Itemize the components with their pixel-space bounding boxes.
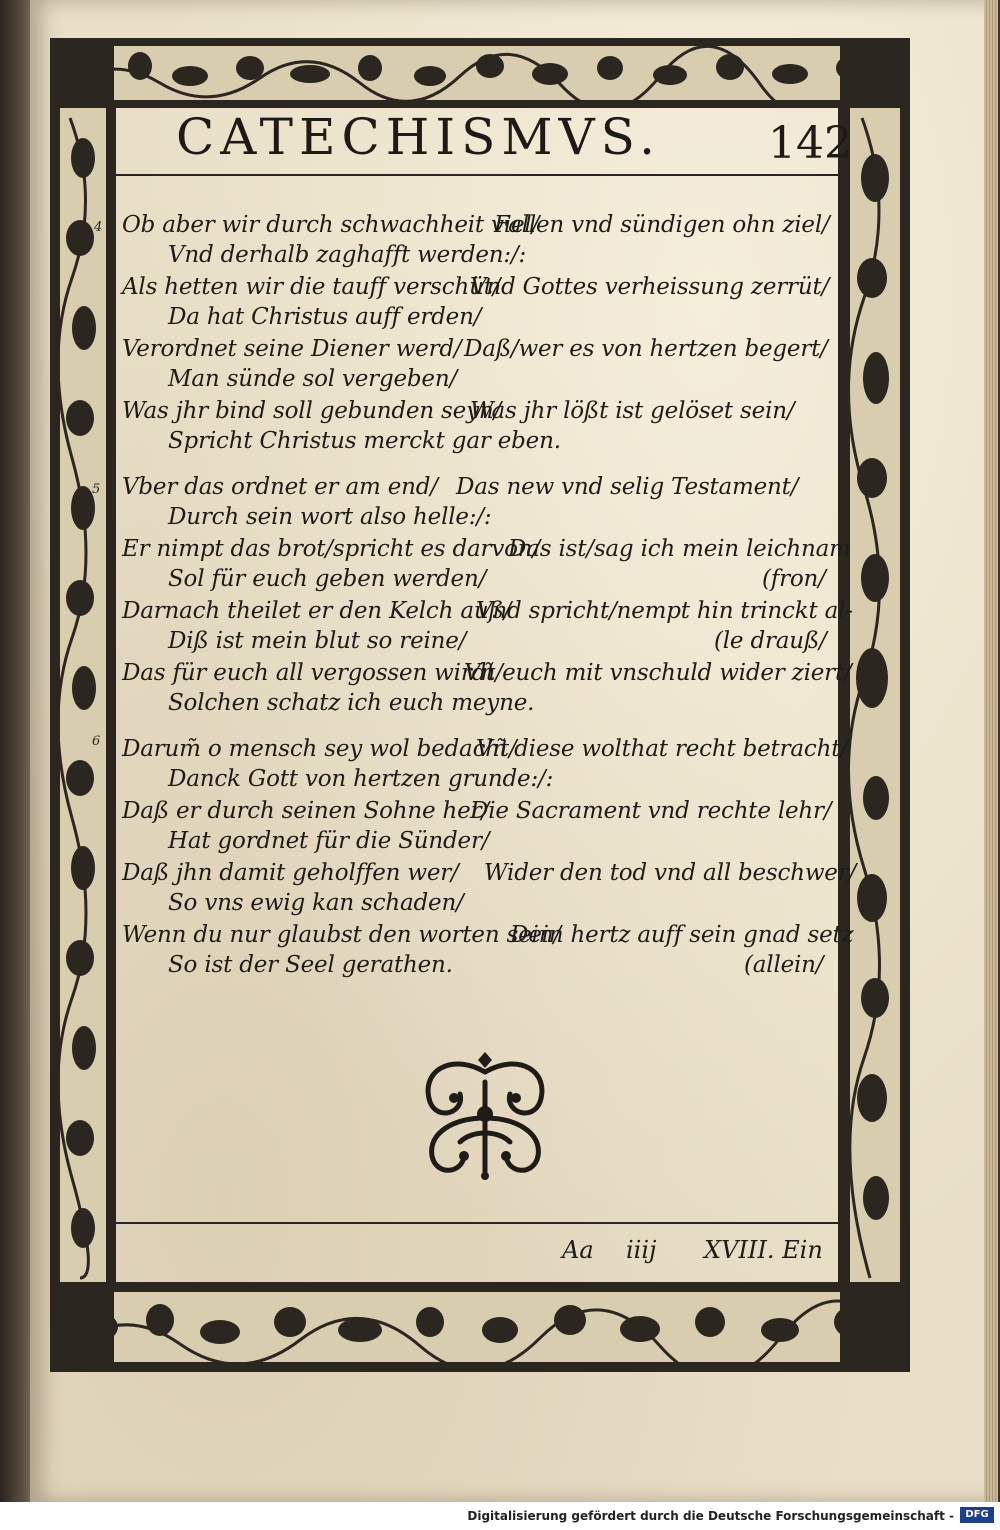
- verse-line: Da hat Christus auff erden/: [168, 304, 482, 330]
- printers-ornament: [410, 1052, 560, 1184]
- dfg-logo: DFG: [960, 1507, 994, 1523]
- verse-line: Vnd spricht/nempt hin trinckt al-: [476, 598, 853, 624]
- frame-rule-right: [838, 108, 840, 1284]
- woodcut-border-left: [50, 38, 114, 1372]
- quire-mark: iiij: [626, 1236, 657, 1264]
- verse-line: Hat gordnet für die Sünder/: [168, 828, 490, 854]
- frame-rule-bottom: [114, 1222, 840, 1224]
- verse-line: Verordnet seine Diener werd/: [122, 336, 462, 362]
- verse-number: 5: [92, 482, 101, 497]
- woodcut-border-bottom: [50, 1282, 910, 1372]
- verse-line: Darnach theilet er den Kelch auß/: [122, 598, 512, 624]
- folio-number: 142: [768, 118, 852, 169]
- woodcut-border-top: [50, 38, 910, 108]
- page-title: CATECHISMVS.: [176, 108, 662, 166]
- verse-line: Danck Gott von hertzen grunde:/:: [168, 766, 554, 792]
- verse-line: Durch sein wort also helle:/:: [168, 504, 492, 530]
- verse-line: Solchen schatz ich euch meyne.: [168, 690, 535, 716]
- verse-number: 6: [92, 734, 101, 749]
- verse-line: Darum̃ o mensch sey wol bedacht/: [122, 736, 517, 762]
- verse-line: Das new vnd selig Testament/: [456, 474, 799, 500]
- signature-mark: Aa: [562, 1236, 594, 1264]
- verse-line: Wider den tod vnd all beschwer/: [484, 860, 857, 886]
- verse-line: Vñ euch mit vnschuld wider ziert/: [464, 660, 852, 686]
- verse-line: (allein/: [744, 952, 824, 978]
- verse-line: Fallen vnd sündigen ohn ziel/: [494, 212, 830, 238]
- verse-line: Als hetten wir die tauff verschüt/: [122, 274, 501, 300]
- verse-line: (fron/: [762, 566, 826, 592]
- page-edges: [984, 0, 998, 1502]
- verse-line: Sol für euch geben werden/: [168, 566, 487, 592]
- verse-line: Dein hertz auff sein gnad setz: [510, 922, 854, 948]
- digitization-footer: [0, 1502, 1000, 1530]
- verse-line: Was jhr lößt ist gelöset sein/: [470, 398, 795, 424]
- footer-credit-text: Digitalisierung gefördert durch die Deutsche Forschungsgemeinschaft -: [467, 1509, 954, 1523]
- verse-line: Das für euch all vergossen wirdt/: [122, 660, 503, 686]
- verse-line: Diß ist mein blut so reine/: [168, 628, 467, 654]
- verse-line: Wenn du nur glaubst den worten sein/: [122, 922, 561, 948]
- verse-line: Das ist/sag ich mein leichnam: [508, 536, 851, 562]
- verse-line: Daß er durch seinen Sohne her/: [122, 798, 489, 824]
- verse-line: (le drauß/: [714, 628, 827, 654]
- catchword: XVIII. Ein: [704, 1236, 823, 1264]
- verse-line: Vber das ordnet er am end/: [122, 474, 438, 500]
- verse-line: Vnd Gottes verheissung zerrüt/: [470, 274, 830, 300]
- verse-line: Die Sacrament vnd rechte lehr/: [470, 798, 832, 824]
- verse-line: Er nimpt das brot/spricht es darvon/: [122, 536, 540, 562]
- verse-line: Spricht Christus merckt gar eben.: [168, 428, 561, 454]
- frame-rule-under-title: [114, 174, 840, 176]
- verse-line: So ist der Seel gerathen.: [168, 952, 453, 978]
- verse-number: 4: [94, 220, 103, 235]
- verse-line: Daß/wer es von hertzen begert/: [464, 336, 828, 362]
- verse-line: Daß jhn damit geholffen wer/: [122, 860, 459, 886]
- verse-line: Ob aber wir durch schwachheit viel/: [122, 212, 540, 238]
- verse-line: So vns ewig kan schaden/: [168, 890, 464, 916]
- verse-line: Vnd derhalb zaghafft werden:/:: [168, 242, 527, 268]
- woodcut-border-right: [840, 38, 910, 1372]
- frame-rule-left: [114, 108, 116, 1284]
- verse-line: Vñ diese wolthat recht betracht/: [476, 736, 848, 762]
- verse-line: Man sünde sol vergeben/: [168, 366, 458, 392]
- verse-line: Was jhr bind soll gebunden seyn/: [122, 398, 502, 424]
